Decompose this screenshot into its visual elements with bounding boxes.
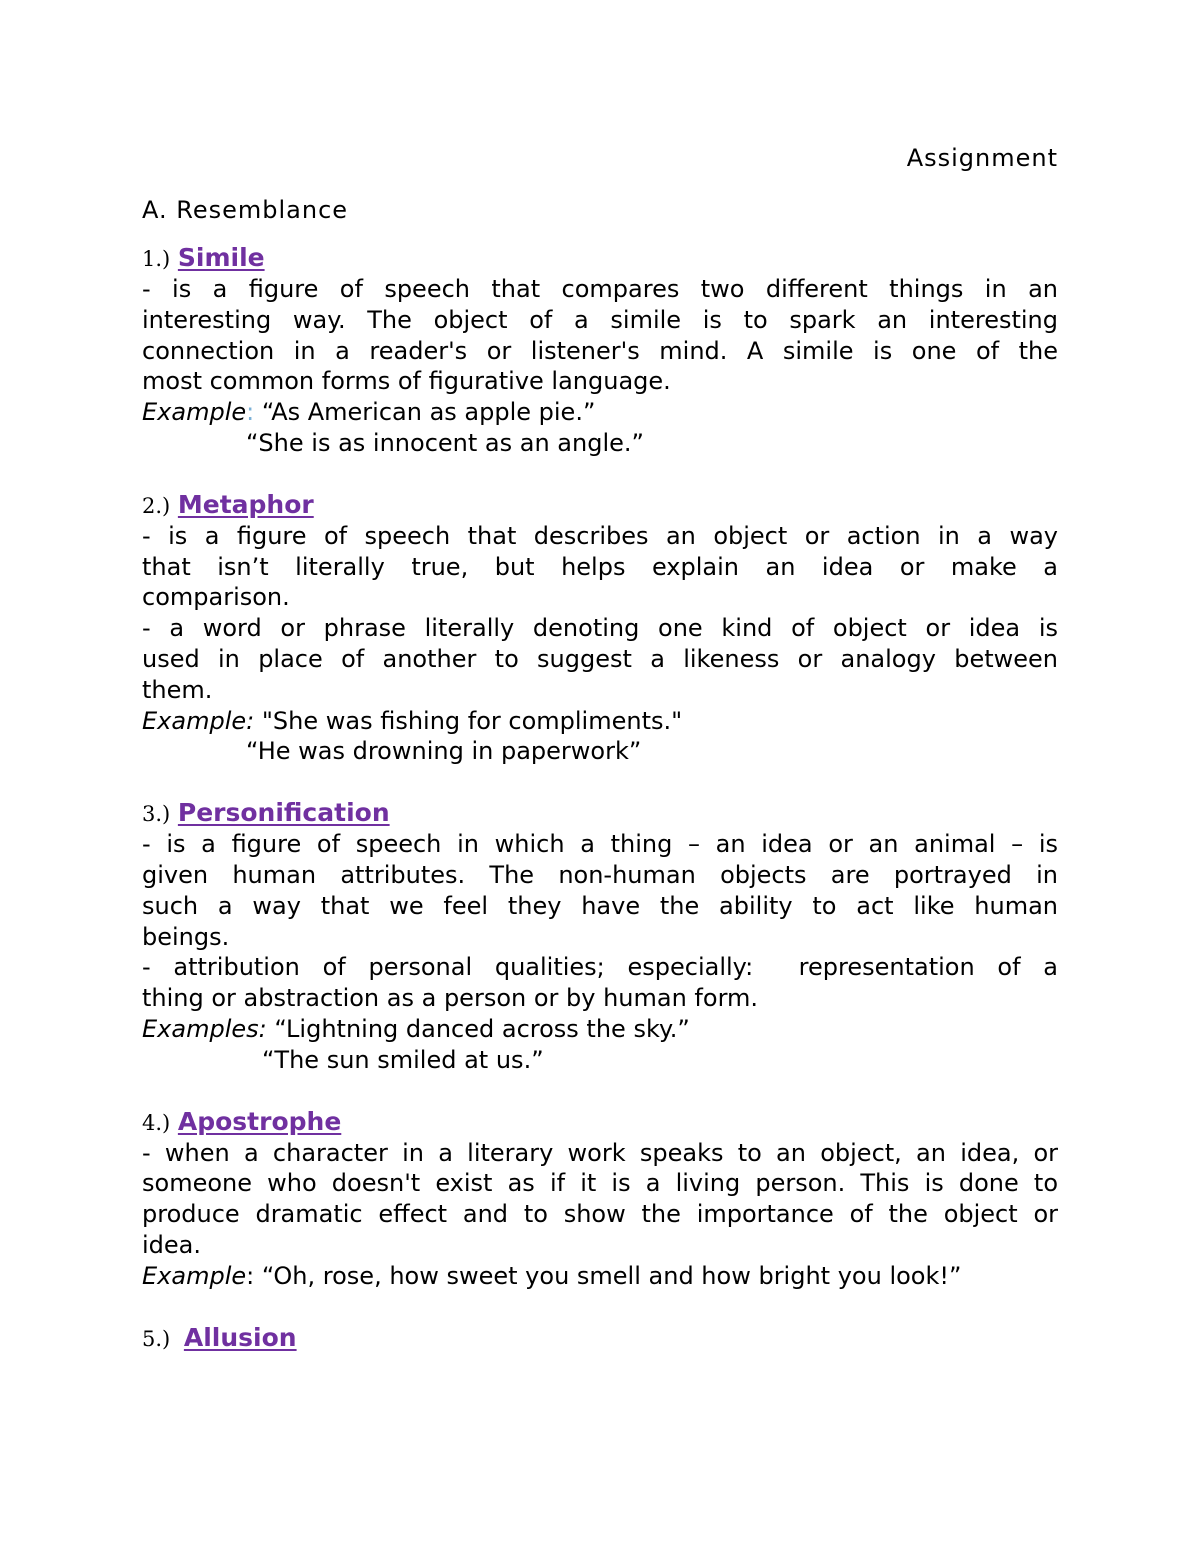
definition-line: interesting way. The object of a simile is to spark an interesting: [142, 305, 1058, 334]
item-heading: [142, 1106, 1058, 1138]
definition-line: such a way that we feel they have the ability to act like human: [142, 891, 1058, 920]
example-label: Example: [142, 1261, 247, 1290]
definition-line: - is a figure of speech that describes an object or action in a way: [142, 521, 1058, 550]
example-line: [142, 706, 1058, 737]
item-metaphor: [142, 489, 1058, 767]
item-number: 3.): [142, 802, 171, 827]
example-line: “The sun smiled at us.”: [262, 1045, 544, 1074]
definition-line: comparison.: [142, 583, 290, 612]
definition-line: most common forms of figurative language.: [142, 367, 671, 396]
definition-line: beings.: [142, 922, 230, 951]
item-apostrophe: [142, 1106, 1058, 1292]
example-line: [142, 1014, 1058, 1045]
item-term: Simile: [177, 243, 265, 272]
example-colon: :: [246, 398, 255, 427]
item-number: 1.): [142, 247, 171, 271]
example-line: [142, 1261, 1058, 1292]
item-allusion: [142, 1322, 1058, 1354]
item-heading: [142, 242, 1058, 274]
definition-line: connection in a reader's or listener's mind. A simile is one of the: [142, 336, 1058, 365]
item-personification: [142, 797, 1058, 1075]
item-number: 5.): [142, 1326, 171, 1351]
definition-line: someone who doesn't exist as if it is a living person. This is done to: [142, 1169, 1058, 1198]
definition-line: used in place of another to suggest a likeness or analogy between: [142, 644, 1058, 673]
spacer: [142, 459, 1058, 489]
definition-line: - attribution of personal qualities; especially: representation of a: [142, 953, 1058, 982]
example-text: “Lightning danced across the sky.”: [266, 1014, 690, 1043]
spacer: [142, 1292, 1058, 1322]
item-term: Metaphor: [177, 489, 314, 519]
definition-line: idea.: [142, 1230, 202, 1259]
document-page: [142, 140, 1058, 1354]
definition-line: thing or abstraction as a person or by human form.: [142, 984, 759, 1013]
definition-line: - is a figure of speech that compares two different things in an: [142, 275, 1058, 303]
definition-line: produce dramatic effect and to show the importance of the object or: [142, 1200, 1058, 1229]
definition-line: - when a character in a literary work speaks to an object, an idea, or: [142, 1138, 1058, 1167]
definition-line: that isn’t literally true, but helps explain an idea or make a: [142, 552, 1058, 581]
example-label: Example:: [142, 706, 255, 735]
item-term: Apostrophe: [177, 1106, 342, 1136]
example-text: “As American as apple pie.”: [254, 398, 596, 427]
document-title: Assignment: [906, 144, 1058, 172]
definition-line: - a word or phrase literally denoting one kind of object or idea is: [142, 614, 1058, 643]
spacer: [142, 1076, 1058, 1106]
example-line: [142, 397, 1058, 428]
item-term: Personification: [177, 798, 390, 828]
section-heading: A. Resemblance: [142, 196, 349, 224]
spacer: [142, 767, 1058, 797]
definition-line: them.: [142, 675, 213, 704]
definition-line: given human attributes. The non-human objects are portrayed in: [142, 860, 1058, 889]
example-line: “She is as innocent as an angle.”: [246, 428, 644, 457]
item-heading: [142, 489, 1058, 521]
example-text: : “Oh, rose, how sweet you smell and how bright you look!”: [246, 1261, 962, 1290]
item-simile: [142, 242, 1058, 459]
example-label: Example: [142, 398, 247, 427]
item-number: 2.): [142, 493, 171, 518]
example-text: "She was fishing for compliments.": [254, 706, 683, 735]
example-label: Examples:: [142, 1014, 267, 1043]
definition-line: - is a figure of speech in which a thing – an idea or an animal – is: [142, 830, 1058, 859]
item-number: 4.): [142, 1110, 171, 1135]
item-heading: [142, 797, 1058, 829]
example-line: “He was drowning in paperwork”: [246, 737, 642, 766]
item-heading: [142, 1322, 1058, 1354]
item-term: Allusion: [183, 1322, 297, 1352]
